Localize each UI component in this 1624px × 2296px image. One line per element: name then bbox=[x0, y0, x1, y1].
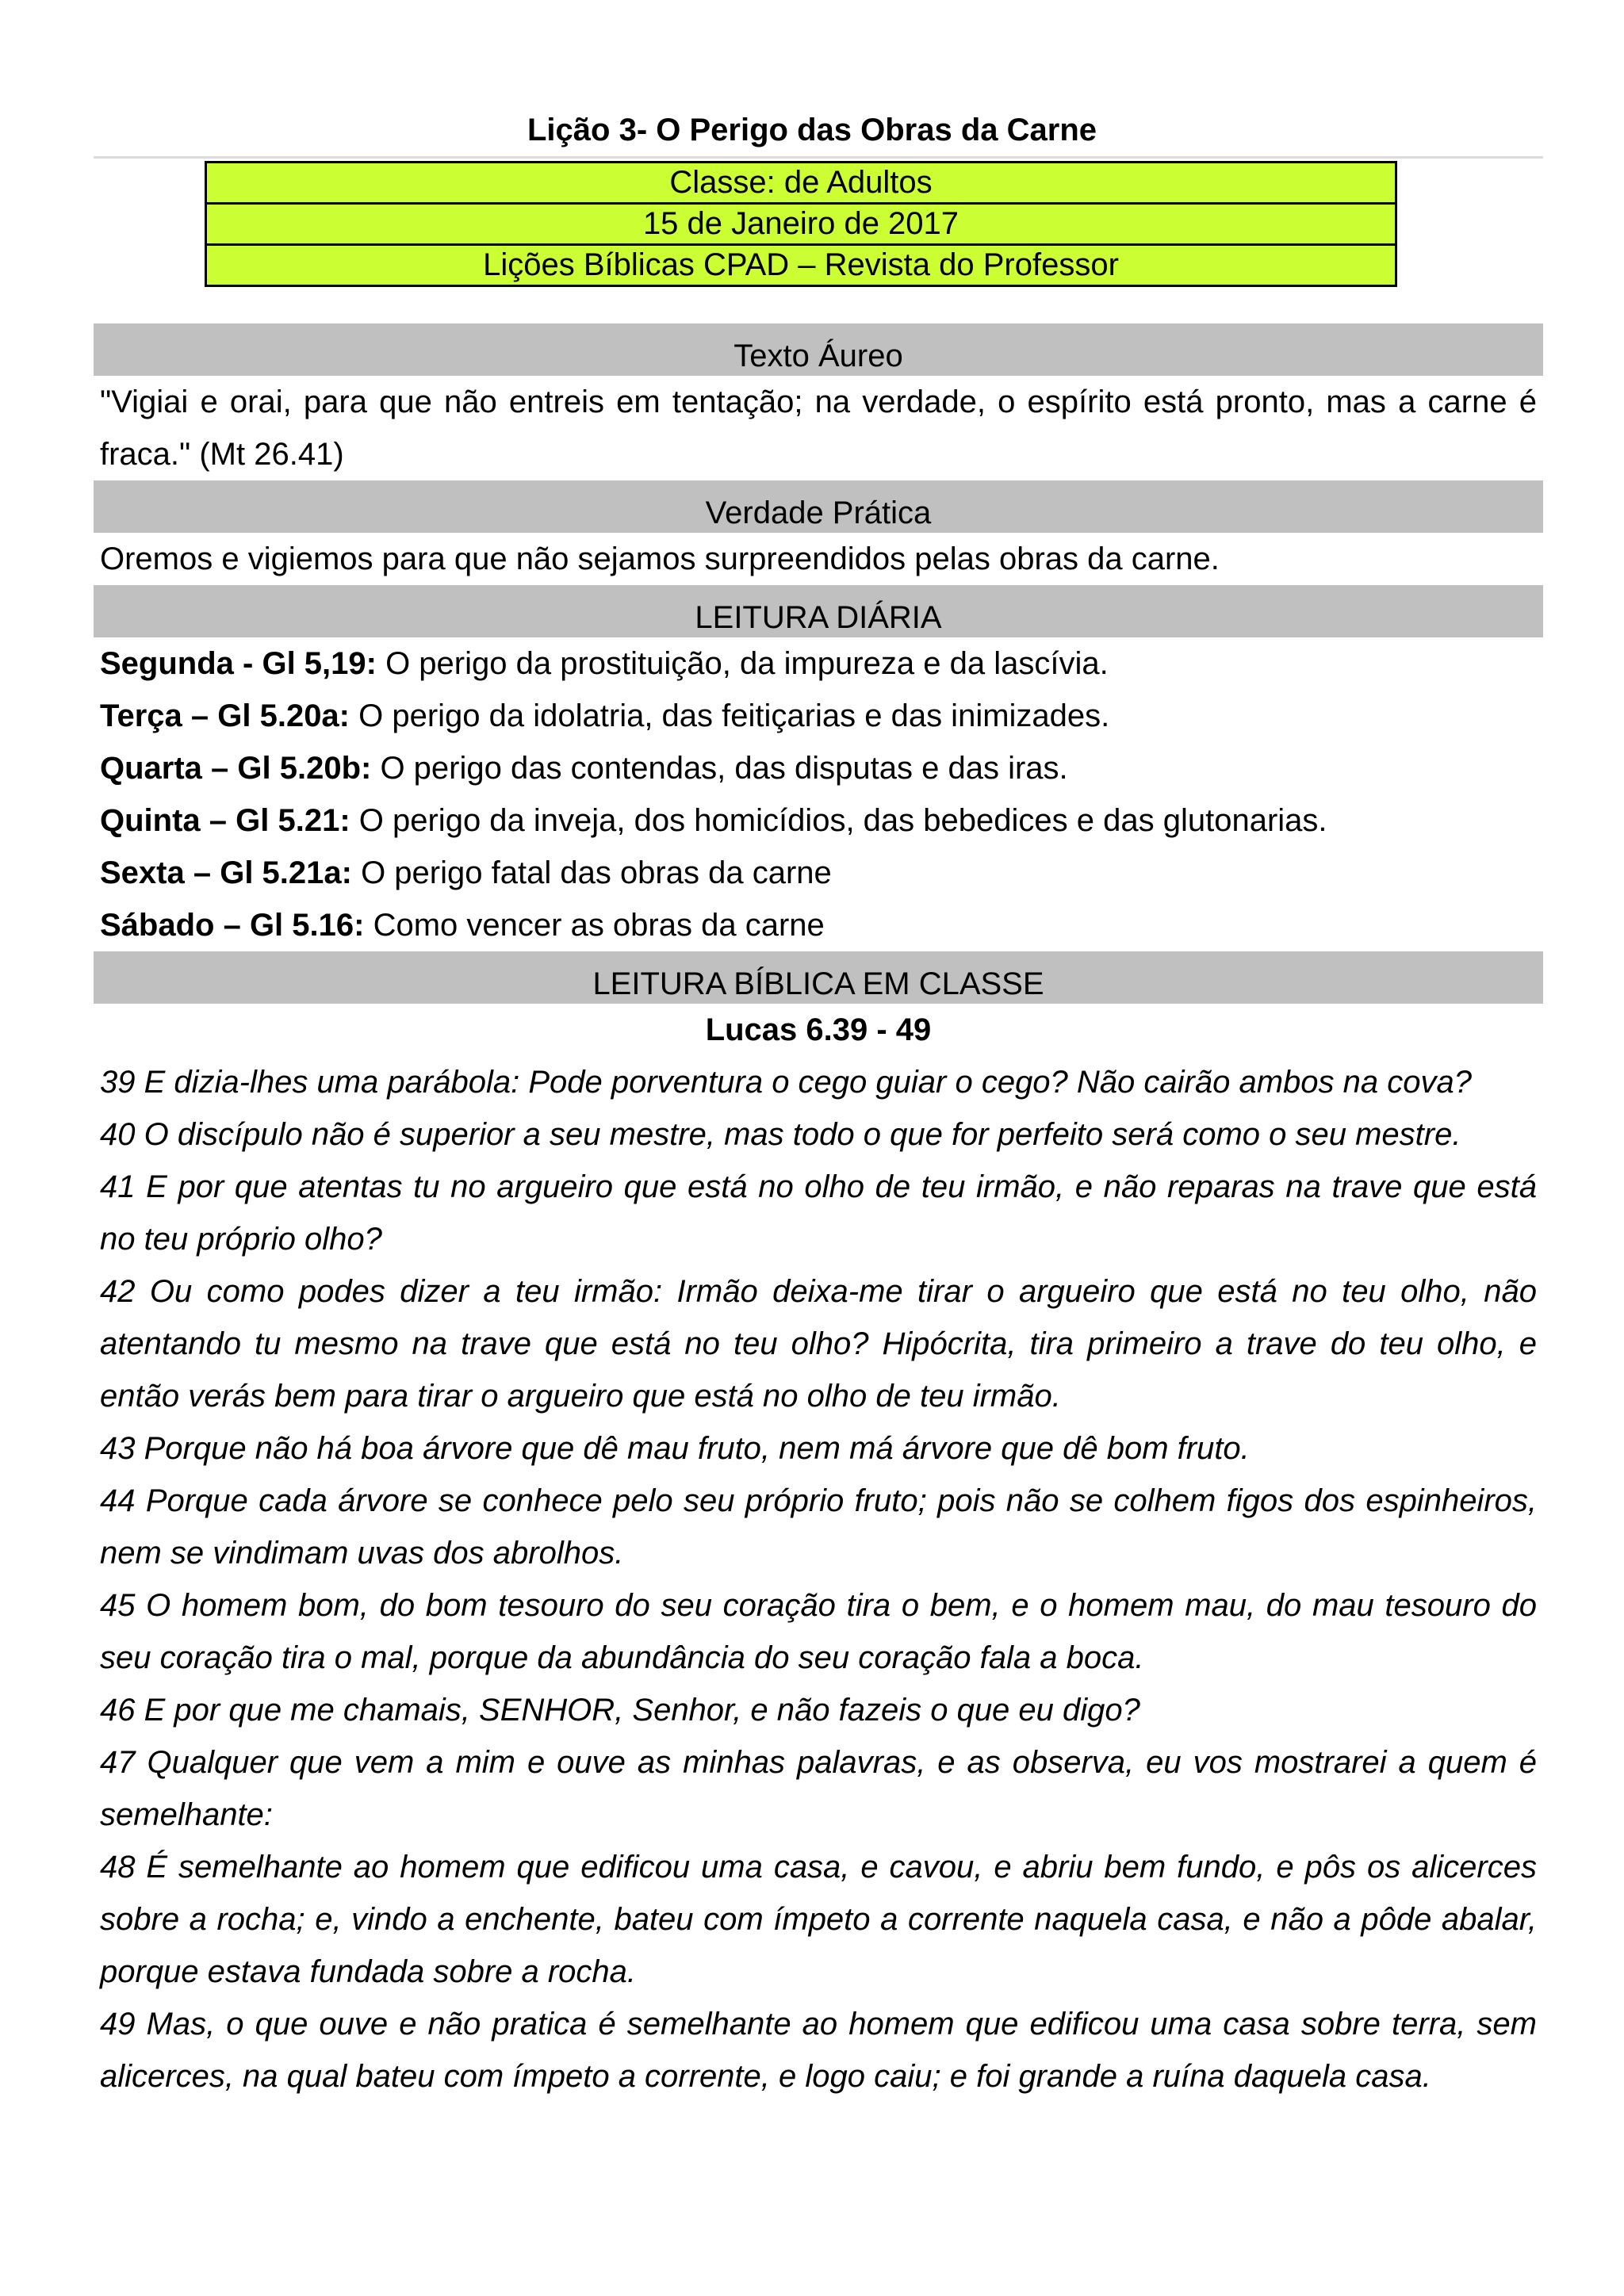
practical-truth-heading: Verdade Prática bbox=[94, 480, 1543, 533]
class-row: Classe: de Adultos bbox=[207, 163, 1395, 205]
lesson-info-table bbox=[205, 161, 1397, 287]
reading-text: Como vencer as obras da carne bbox=[364, 908, 825, 943]
reading-text: O perigo da prostituição, da impureza e da lascívia. bbox=[376, 646, 1109, 681]
passage-reference: Lucas 6.39 - 49 bbox=[705, 1012, 932, 1047]
verse: 46 E por que me chamais, SENHOR, Senhor, e não fazeis o que eu digo? bbox=[100, 1693, 1140, 1728]
verse: 39 E dizia-lhes uma parábola: Pode porventura o cego guiar o cego? Não cairão ambos na cova? bbox=[100, 1065, 1472, 1100]
title-divider bbox=[94, 156, 1543, 159]
daily-reading-list bbox=[94, 637, 1543, 951]
reading-text: O perigo da idolatria, das feitiçarias e das inimizades. bbox=[350, 698, 1110, 733]
magazine-row: Lições Bíblicas CPAD – Revista do Professor bbox=[483, 247, 1119, 282]
verse: 44 Porque cada árvore se conhece pelo seu próprio fruto; pois não se colhem figos dos espinheiros, nem se vindimam uvas dos abrolhos. bbox=[100, 1483, 1537, 1571]
lesson-title: Lição 3- O Perigo das Obras da Carne bbox=[527, 113, 1097, 147]
verse: 42 Ou como podes dizer a teu irmão: Irmão deixa-me tirar o argueiro que está no teu olho, não atentando tu mesmo na trave que está no teu olho? Hipócrita, tira primeiro a trave do teu olho, e então verás bem para tirar o argueiro que está no olho de teu irmão. bbox=[100, 1274, 1537, 1414]
daily-reading-item bbox=[94, 794, 1543, 847]
verse: 48 É semelhante ao homem que edificou uma casa, e cavou, e abriu bem fundo, e pôs os alicerces sobre a rocha; e, vindo a enchente, bateu com ímpeto a corrente naquela casa, e não a pôde abalar, porque estava fundada sobre a rocha. bbox=[100, 1850, 1537, 1989]
daily-reading-item bbox=[94, 847, 1543, 899]
verse: 40 O discípulo não é superior a seu mestre, mas todo o que for perfeito será como o seu mestre. bbox=[100, 1117, 1461, 1152]
reading-ref: Quarta – Gl 5.20b: bbox=[100, 751, 372, 786]
reading-ref: Terça – Gl 5.20a: bbox=[100, 698, 350, 733]
daily-reading-item bbox=[94, 742, 1543, 794]
reading-ref: Quinta – Gl 5.21: bbox=[100, 803, 350, 838]
daily-reading-heading: LEITURA DIÁRIA bbox=[94, 585, 1543, 637]
reading-ref: Segunda - Gl 5,19: bbox=[100, 646, 377, 681]
reading-text: O perigo das contendas, das disputas e das iras. bbox=[371, 751, 1068, 786]
daily-reading-item bbox=[94, 899, 1543, 951]
reading-text: O perigo da inveja, dos homicídios, das bebedices e das glutonarias. bbox=[350, 803, 1327, 838]
verse: 49 Mas, o que ouve e não pratica é semelhante ao homem que edificou uma casa sobre terra, sem alicerces, na qual bateu com ímpeto a corrente, e logo caiu; e foi grande a ruína daquela casa. bbox=[100, 2007, 1537, 2094]
verse: 41 E por que atentas tu no argueiro que está no olho de teu irmão, e não reparas na trave que está no teu próprio olho? bbox=[100, 1169, 1537, 1257]
golden-text-heading: Texto Áureo bbox=[94, 323, 1543, 376]
golden-text: "Vigiai e orai, para que não entreis em tentação; na verdade, o espírito está pronto, mas a carne é fraca." (Mt 26.41) bbox=[100, 385, 1537, 472]
reading-ref: Sexta – Gl 5.21a: bbox=[100, 855, 352, 890]
verse: 47 Qualquer que vem a mim e ouve as minhas palavras, e as observa, eu vos mostrarei a quem é semelhante: bbox=[100, 1745, 1537, 1832]
daily-reading-item bbox=[94, 637, 1543, 690]
verse-list bbox=[94, 1056, 1543, 2103]
verse: 43 Porque não há boa árvore que dê mau fruto, nem má árvore que dê bom fruto. bbox=[100, 1431, 1250, 1466]
reading-ref: Sábado – Gl 5.16: bbox=[100, 908, 365, 943]
bible-reading-heading: LEITURA BÍBLICA EM CLASSE bbox=[94, 951, 1543, 1004]
date-row: 15 de Janeiro de 2017 bbox=[207, 205, 1395, 246]
daily-reading-item bbox=[94, 690, 1543, 742]
reading-text: O perigo fatal das obras da carne bbox=[351, 855, 832, 890]
lesson-content bbox=[94, 323, 1543, 2103]
practical-truth: Oremos e vigiemos para que não sejamos surpreendidos pelas obras da carne. bbox=[100, 541, 1220, 576]
verse: 45 O homem bom, do bom tesouro do seu coração tira o bem, e o homem mau, do mau tesouro do seu coração tira o mal, porque da abundância do seu coração fala a boca. bbox=[100, 1588, 1537, 1675]
